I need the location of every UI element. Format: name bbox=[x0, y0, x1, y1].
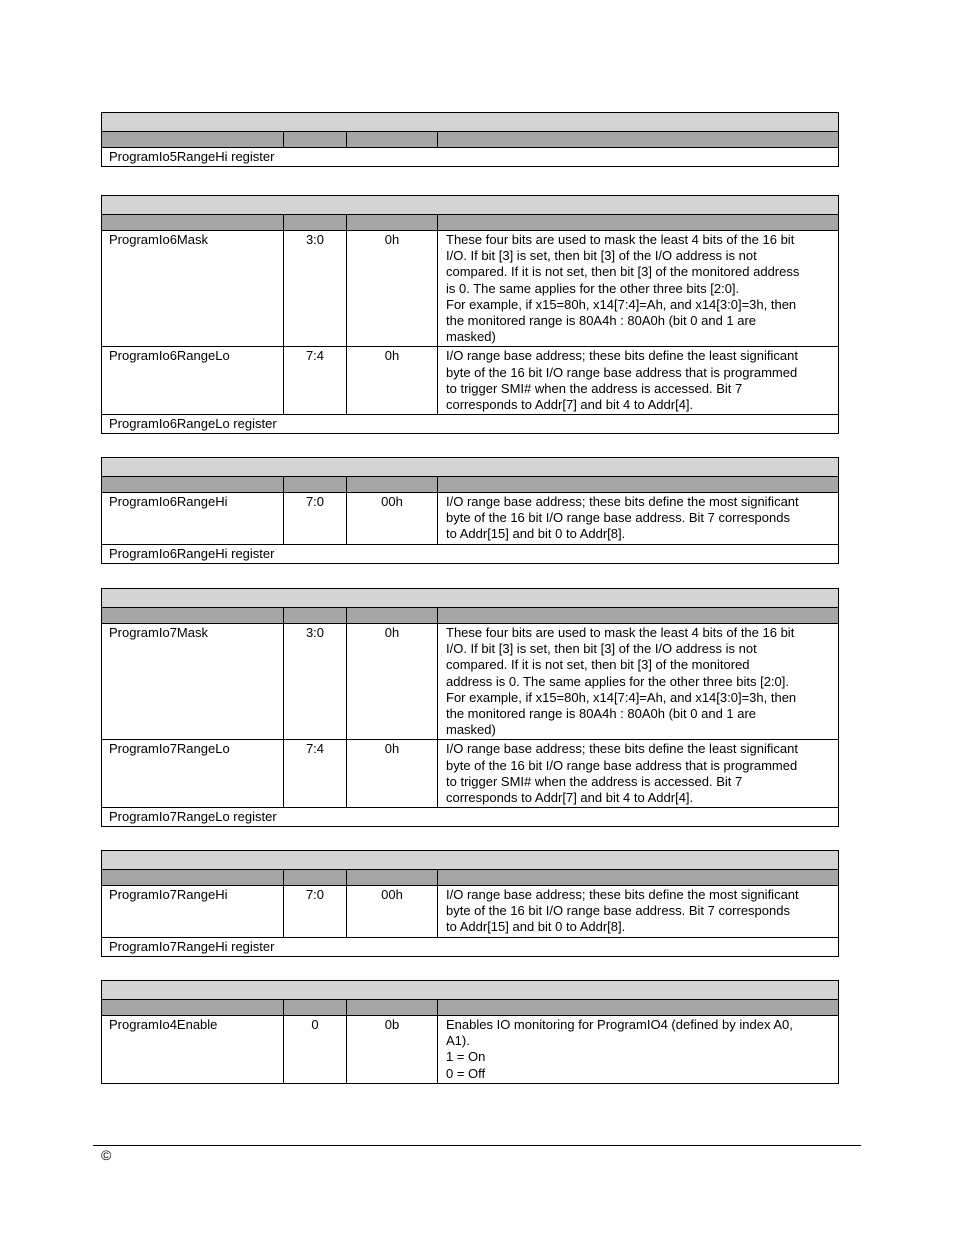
field-name: ProgramIo6RangeHi bbox=[102, 493, 284, 545]
default-value: 00h bbox=[347, 493, 438, 545]
bit-range: 7:4 bbox=[284, 347, 347, 415]
header-field bbox=[102, 608, 284, 624]
bit-range: 3:0 bbox=[284, 624, 347, 740]
desc-line: byte of the 16 bit I/O range base address. Bit 7 corresponds bbox=[446, 903, 790, 919]
field-name: ProgramIo7Mask bbox=[102, 624, 284, 740]
register-name: ProgramIo5RangeHi register bbox=[102, 148, 839, 167]
field-description bbox=[438, 493, 839, 545]
desc-line: I/O range base address; these bits define the least significant bbox=[446, 348, 798, 364]
desc-line: byte of the 16 bit I/O range base address. Bit 7 corresponds bbox=[446, 510, 790, 526]
table-title-bar bbox=[102, 196, 839, 215]
desc-line: I/O range base address; these bits define the most significant bbox=[446, 887, 799, 902]
desc-line: the monitored range is 80A4h : 80A0h (bit 0 and 1 are bbox=[446, 706, 757, 722]
table-footer-row bbox=[102, 937, 839, 956]
header-default bbox=[347, 132, 438, 148]
header-default bbox=[347, 870, 438, 886]
header-bits bbox=[284, 870, 347, 886]
header-default bbox=[347, 608, 438, 624]
table-row bbox=[102, 493, 839, 545]
register-name: ProgramIo6RangeHi register bbox=[102, 544, 839, 563]
register-name: ProgramIo7RangeHi register bbox=[102, 937, 839, 956]
desc-line: These four bits are used to mask the least 4 bits of the 16 bit bbox=[446, 232, 795, 247]
desc-line: corresponds to Addr[7] and bit 4 to Addr[4]. bbox=[446, 397, 694, 413]
header-bits bbox=[284, 477, 347, 493]
desc-line: compared. If it is not set, then bit [3] of the monitored bbox=[446, 657, 750, 673]
table-header-row bbox=[102, 608, 839, 624]
header-field bbox=[102, 477, 284, 493]
header-default bbox=[347, 477, 438, 493]
field-description bbox=[438, 231, 839, 347]
default-value: 0h bbox=[347, 347, 438, 415]
bit-range: 7:0 bbox=[284, 886, 347, 938]
header-default bbox=[347, 1000, 438, 1016]
table-footer-row bbox=[102, 544, 839, 563]
field-description bbox=[438, 740, 839, 808]
desc-line: is 0. The same applies for the other three bits [2:0]. bbox=[446, 280, 740, 296]
field-name: ProgramIo7RangeLo bbox=[102, 740, 284, 808]
table-header-row bbox=[102, 870, 839, 886]
table-footer-row bbox=[102, 415, 839, 434]
desc-line: to Addr[15] and bit 0 to Addr[8]. bbox=[446, 526, 626, 542]
bit-range: 3:0 bbox=[284, 231, 347, 347]
default-value: 0h bbox=[347, 624, 438, 740]
desc-line: These four bits are used to mask the least 4 bits of the 16 bit bbox=[446, 625, 795, 640]
header-description bbox=[438, 215, 839, 231]
default-value: 0b bbox=[347, 1016, 438, 1084]
header-bits bbox=[284, 132, 347, 148]
header-description bbox=[438, 608, 839, 624]
desc-line: A1). bbox=[446, 1033, 470, 1049]
copyright-symbol: © bbox=[101, 1147, 112, 1163]
table-title-bar bbox=[102, 589, 839, 608]
register-table-programio7-rangelo bbox=[101, 588, 839, 827]
desc-line: I/O. If bit [3] is set, then bit [3] of the I/O address is not bbox=[446, 641, 757, 657]
register-table-programio4-enable bbox=[101, 980, 839, 1084]
desc-line: For example, if x15=80h, x14[7:4]=Ah, and x14[3:0]=3h, then bbox=[446, 689, 797, 705]
desc-line: address is 0. The same applies for the other three bits [2:0]. bbox=[446, 673, 790, 689]
header-description bbox=[438, 870, 839, 886]
field-description bbox=[438, 886, 839, 938]
default-value: 0h bbox=[347, 231, 438, 347]
table-title-bar bbox=[102, 981, 839, 1000]
desc-line: corresponds to Addr[7] and bit 4 to Addr[4]. bbox=[446, 790, 694, 806]
register-name: ProgramIo7RangeLo register bbox=[102, 808, 839, 827]
table-row bbox=[102, 740, 839, 808]
desc-line: to trigger SMI# when the address is accessed. Bit 7 bbox=[446, 380, 743, 396]
desc-line: I/O. If bit [3] is set, then bit [3] of the I/O address is not bbox=[446, 248, 757, 264]
default-value: 0h bbox=[347, 740, 438, 808]
desc-line: compared. If it is not set, then bit [3] of the monitored address bbox=[446, 264, 800, 280]
desc-line: the monitored range is 80A4h : 80A0h (bit 0 and 1 are bbox=[446, 313, 757, 329]
desc-line: byte of the 16 bit I/O range base address that is programmed bbox=[446, 364, 798, 380]
header-bits bbox=[284, 608, 347, 624]
table-header-row bbox=[102, 215, 839, 231]
table-row bbox=[102, 1016, 839, 1084]
header-field bbox=[102, 1000, 284, 1016]
header-bits bbox=[284, 215, 347, 231]
table-row bbox=[102, 347, 839, 415]
register-table-programio5-rangehi bbox=[101, 112, 839, 167]
bit-range: 7:4 bbox=[284, 740, 347, 808]
register-name: ProgramIo6RangeLo register bbox=[102, 415, 839, 434]
table-row bbox=[102, 624, 839, 740]
default-value: 00h bbox=[347, 886, 438, 938]
bit-range: 0 bbox=[284, 1016, 347, 1084]
table-header-row bbox=[102, 1000, 839, 1016]
register-table-programio6-rangehi bbox=[101, 457, 839, 564]
field-description bbox=[438, 1016, 839, 1084]
desc-line: 1 = On bbox=[446, 1049, 486, 1065]
field-name: ProgramIo4Enable bbox=[102, 1016, 284, 1084]
field-name: ProgramIo6Mask bbox=[102, 231, 284, 347]
desc-line: masked) bbox=[446, 722, 496, 738]
bit-range: 7:0 bbox=[284, 493, 347, 545]
desc-line: I/O range base address; these bits define the least significant bbox=[446, 741, 798, 757]
footer-divider bbox=[93, 1145, 861, 1146]
field-name: ProgramIo6RangeLo bbox=[102, 347, 284, 415]
desc-line: masked) bbox=[446, 329, 496, 345]
header-field bbox=[102, 215, 284, 231]
desc-line: For example, if x15=80h, x14[7:4]=Ah, and x14[3:0]=3h, then bbox=[446, 296, 797, 312]
table-footer-row bbox=[102, 808, 839, 827]
table-title-bar bbox=[102, 851, 839, 870]
header-field bbox=[102, 870, 284, 886]
table-header-row bbox=[102, 132, 839, 148]
field-description bbox=[438, 624, 839, 740]
desc-line: 0 = Off bbox=[446, 1065, 486, 1081]
desc-line: byte of the 16 bit I/O range base address that is programmed bbox=[446, 757, 798, 773]
table-title-bar bbox=[102, 458, 839, 477]
register-table-programio7-rangehi bbox=[101, 850, 839, 957]
desc-line: to Addr[15] and bit 0 to Addr[8]. bbox=[446, 919, 626, 935]
field-description bbox=[438, 347, 839, 415]
register-table-programio6-rangelo bbox=[101, 195, 839, 434]
desc-line: I/O range base address; these bits define the most significant bbox=[446, 494, 799, 509]
table-row bbox=[102, 886, 839, 938]
table-title-bar bbox=[102, 113, 839, 132]
header-description bbox=[438, 1000, 839, 1016]
header-description bbox=[438, 132, 839, 148]
header-description bbox=[438, 477, 839, 493]
table-header-row bbox=[102, 477, 839, 493]
header-bits bbox=[284, 1000, 347, 1016]
header-field bbox=[102, 132, 284, 148]
desc-line: Enables IO monitoring for ProgramIO4 (defined by index A0, bbox=[446, 1017, 793, 1032]
table-footer-row bbox=[102, 148, 839, 167]
desc-line: to trigger SMI# when the address is accessed. Bit 7 bbox=[446, 773, 743, 789]
header-default bbox=[347, 215, 438, 231]
field-name: ProgramIo7RangeHi bbox=[102, 886, 284, 938]
table-row bbox=[102, 231, 839, 347]
